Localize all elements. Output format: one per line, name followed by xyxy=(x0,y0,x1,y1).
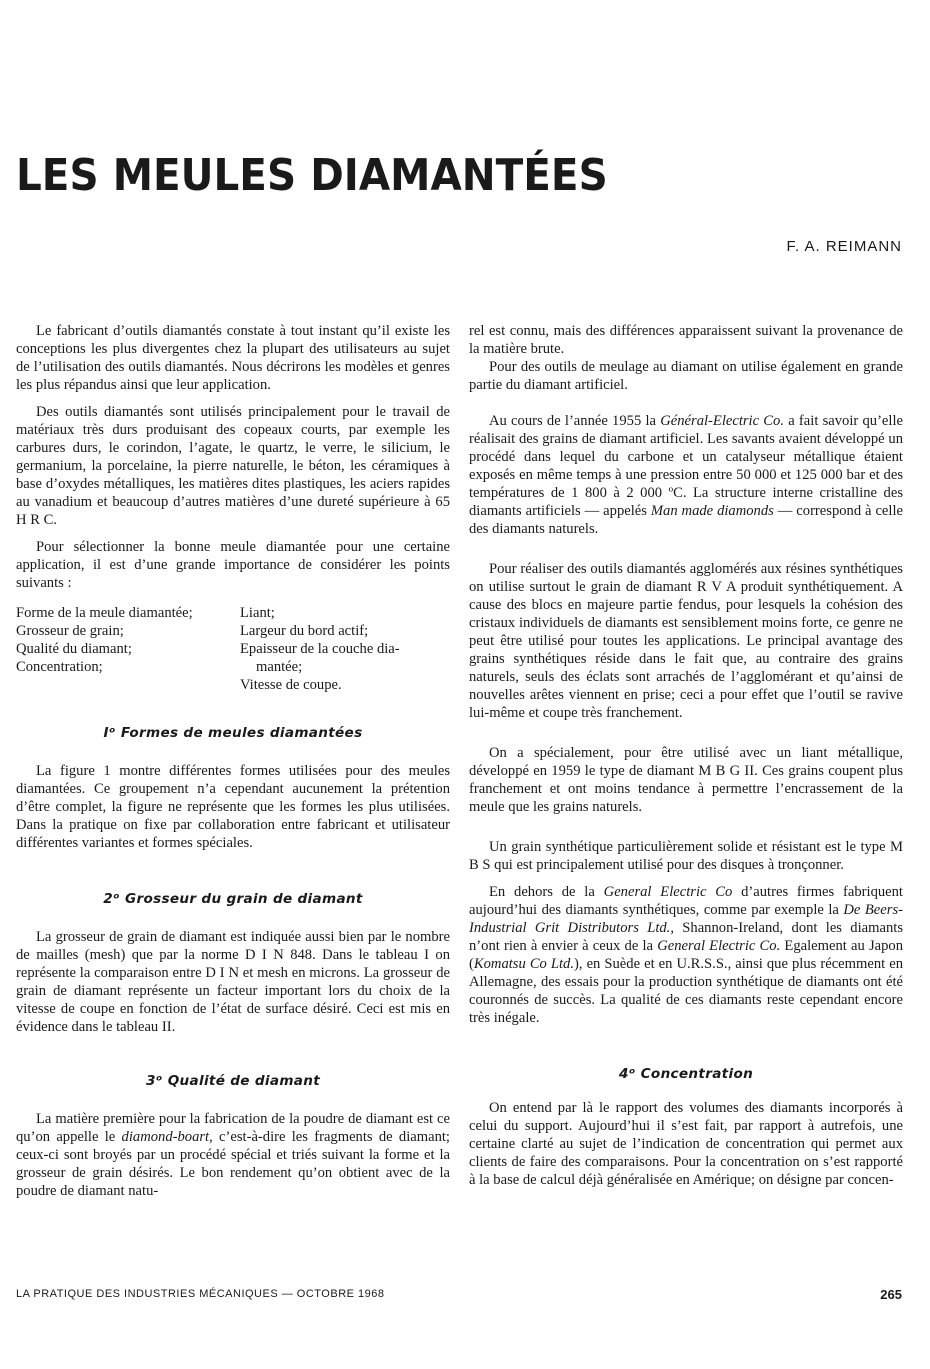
criteria-list-left xyxy=(16,604,240,694)
paragraph-mbs: Un grain synthétique particulièrement solide et résistant est le type M B S qui est principalement utilisé pour des disques à tronçonner. xyxy=(469,839,903,873)
page-number: 265 xyxy=(880,1287,902,1302)
paragraph-artificiel: Pour des outils de meulage au diamant on utilise également en grande partie du diamant artificiel. xyxy=(469,359,903,393)
article-title: LES MEULES DIAMANTÉES xyxy=(16,150,608,201)
left-column xyxy=(16,322,450,1200)
list-item: Qualité du diamant; xyxy=(16,641,132,657)
paragraph-formes: La figure 1 montre différentes formes utilisées pour des meules diamantées. Ce groupement n’a cependant aucunement la prétention d’être complet, la figure ne représente que les formes les plus utilisées. Dans la pratique on fixe par collaboration entre fabricant et utilisateur différentes variantes et formes spéciales. xyxy=(16,763,450,851)
list-item: Forme de la meule diamantée; xyxy=(16,605,193,621)
paragraph-intro: Le fabricant d’outils diamantés constate à tout instant qu’il existe les conceptions les plus divergentes chez la plupart des utilisateurs au sujet de l’utilisation des outils diamantés. Nous décrirons les modèles et genres les plus répandus ainsi que leur application. xyxy=(16,323,450,393)
term-man-made-diamonds: Man made diamonds xyxy=(650,503,774,519)
paragraph-general-electric: Au cours de l’année 1955 la Général-Electric Co. a fait savoir qu’elle réalisait des grains de diamant artificiel. Les savants avaient développé un procédé dans lequel du carbone et un catalyseur métallique étaient exposés en même temps à une pression entre 50 000 et 125 000 bar et des températures de 1 800 à 2 000 ºC. La structure interne cristalline des diamants artificiels — appelés Man made diamonds — correspond à celle des diamants naturels. xyxy=(469,413,904,537)
company-name: De Beers-Industrial Grit Distributors Ltd. xyxy=(469,902,903,936)
company-name: Général-Electric Co. xyxy=(660,413,784,429)
section-heading-2: 2ᵒ Grosseur du grain de diamant xyxy=(103,891,363,907)
paragraph-materials: Des outils diamantés sont utilisés principalement pour le travail de matériaux très durs produisant des copeaux courts, par exemple les carbures durs, le corindon, l’agate, le quartz, le verre, le silicium, le germanium, la porcelaine, la pierre naturelle, le béton, les céramiques à base d’oxydes métalliques, les matières dites plastiques, les aciers rapides au vanadium et beaucoup d’autres matières d’une dureté supérieure à 65 H R C. xyxy=(16,404,450,528)
criteria-list xyxy=(16,604,450,694)
list-item: Vitesse de coupe. xyxy=(240,677,342,693)
paragraph-concentration: On entend par là le rapport des volumes des diamants incorporés à celui du support. Aujourd’hui il s’est fait, par rapport à autrefois, une certaine clarté au sujet de l’indication de concentration qui permet aux clients de faire des comparaisons. Pour la concentration on s’est rapporté à la base de calcul déjà généralisée en Amérique; on désigne par concen- xyxy=(469,1100,903,1188)
list-item: mantée; xyxy=(256,659,303,675)
section-heading-4: 4ᵒ Concentration xyxy=(618,1066,754,1082)
list-item: Liant; xyxy=(240,605,275,621)
criteria-list-right xyxy=(240,604,450,694)
company-name: Komatsu Co Ltd. xyxy=(473,956,575,972)
author-name: F. A. REIMANN xyxy=(786,238,902,255)
paragraph-resines: Pour réaliser des outils diamantés agglomérés aux résines synthétiques on utilise surtout le grain de diamant R V A produit synthétiquement. A cause des blocs en majeure partie fendus, pour lesquels la cohésion des cristaux individuels de diamants est sensiblement moins forte, ce genre ne peut être utilisé pour toutes les applications. Le principal avantage des grains synthétiques réside dans le fait que, au contraire des grains naturels, seuls des éclats sont arrachés de l’agglomérant et qu’ainsi de nouvelles arêtes viennent en prise; ceci a pour effet que l’outil se ravive lui-même et coupe très franchement. xyxy=(469,561,903,721)
section-heading-3: 3ᵒ Qualité de diamant xyxy=(145,1073,321,1089)
paragraph-selection: Pour sélectionner la bonne meule diamantée pour une certaine application, il est d’une grande importance de considérer les points suivants : xyxy=(16,539,450,591)
paragraph-continued: rel est connu, mais des différences apparaissent suivant la provenance de la matière brute. xyxy=(469,323,903,357)
company-name: General Electric Co xyxy=(603,884,733,900)
company-name: General Electric Co. xyxy=(657,938,781,954)
paragraph-firmes: En dehors de la General Electric Co d’autres firmes fabriquent aujourd’hui des diamants synthétiques, comme par exemple la De Beers-Industrial Grit Distributors Ltd., Shannon-Ireland, dont les diamants n’ont rien à envier à ceux de la General Electric Co. Egalement au Japon (Komatsu Co Ltd.), en Suède et en U.R.S.S., ainsi que plus récemment en Allemagne, des essais pour la production synthétique de diamants ont été couronnés de succès. La qualité de ces diamants reste cependant encore très inégale. xyxy=(469,884,904,1026)
list-item: Largeur du bord actif; xyxy=(240,623,369,639)
section-heading-1: Iᵒ Formes de meules diamantées xyxy=(103,725,363,741)
list-item: Concentration; xyxy=(16,659,103,675)
list-item: Grosseur de grain; xyxy=(16,623,124,639)
paragraph-mbg: On a spécialement, pour être utilisé avec un liant métallique, développé en 1959 le type de diamant M B G II. Ces grains coupent plus franchement et ont moins tendance à permettre l’encrassement de la meule que les grains naturels. xyxy=(469,745,903,815)
term-diamond-boart: diamond-boart xyxy=(121,1129,210,1145)
paragraph-qualite: La matière première pour la fabrication de la poudre de diamant est ce qu’on appelle le diamond-boart, c’est-à-dire les fragments de diamant; ceux-ci sont broyés par un procédé spécial et triés suivant la forme et la grosseur de grain désirés. Le bon rendement qu’on obtient avec de la poudre de diamant natu- xyxy=(16,1111,450,1199)
paragraph-grosseur: La grosseur de grain de diamant est indiquée aussi bien par le nombre de mailles (mesh) que par la norme D I N 848. Dans le tableau I on représente la comparaison entre D I N et mesh en microns. La grosseur de grain de diamant représente un facteur important lors du choix de la vitesse de coupe en fonction de l’état de surface désiré. Ceci est mis en évidence dans le tableau II. xyxy=(16,929,450,1035)
journal-footer: LA PRATIQUE DES INDUSTRIES MÉCANIQUES — OCTOBRE 1968 xyxy=(16,1288,385,1300)
list-item: Epaisseur de la couche dia- xyxy=(240,641,400,657)
right-column xyxy=(469,322,903,1189)
